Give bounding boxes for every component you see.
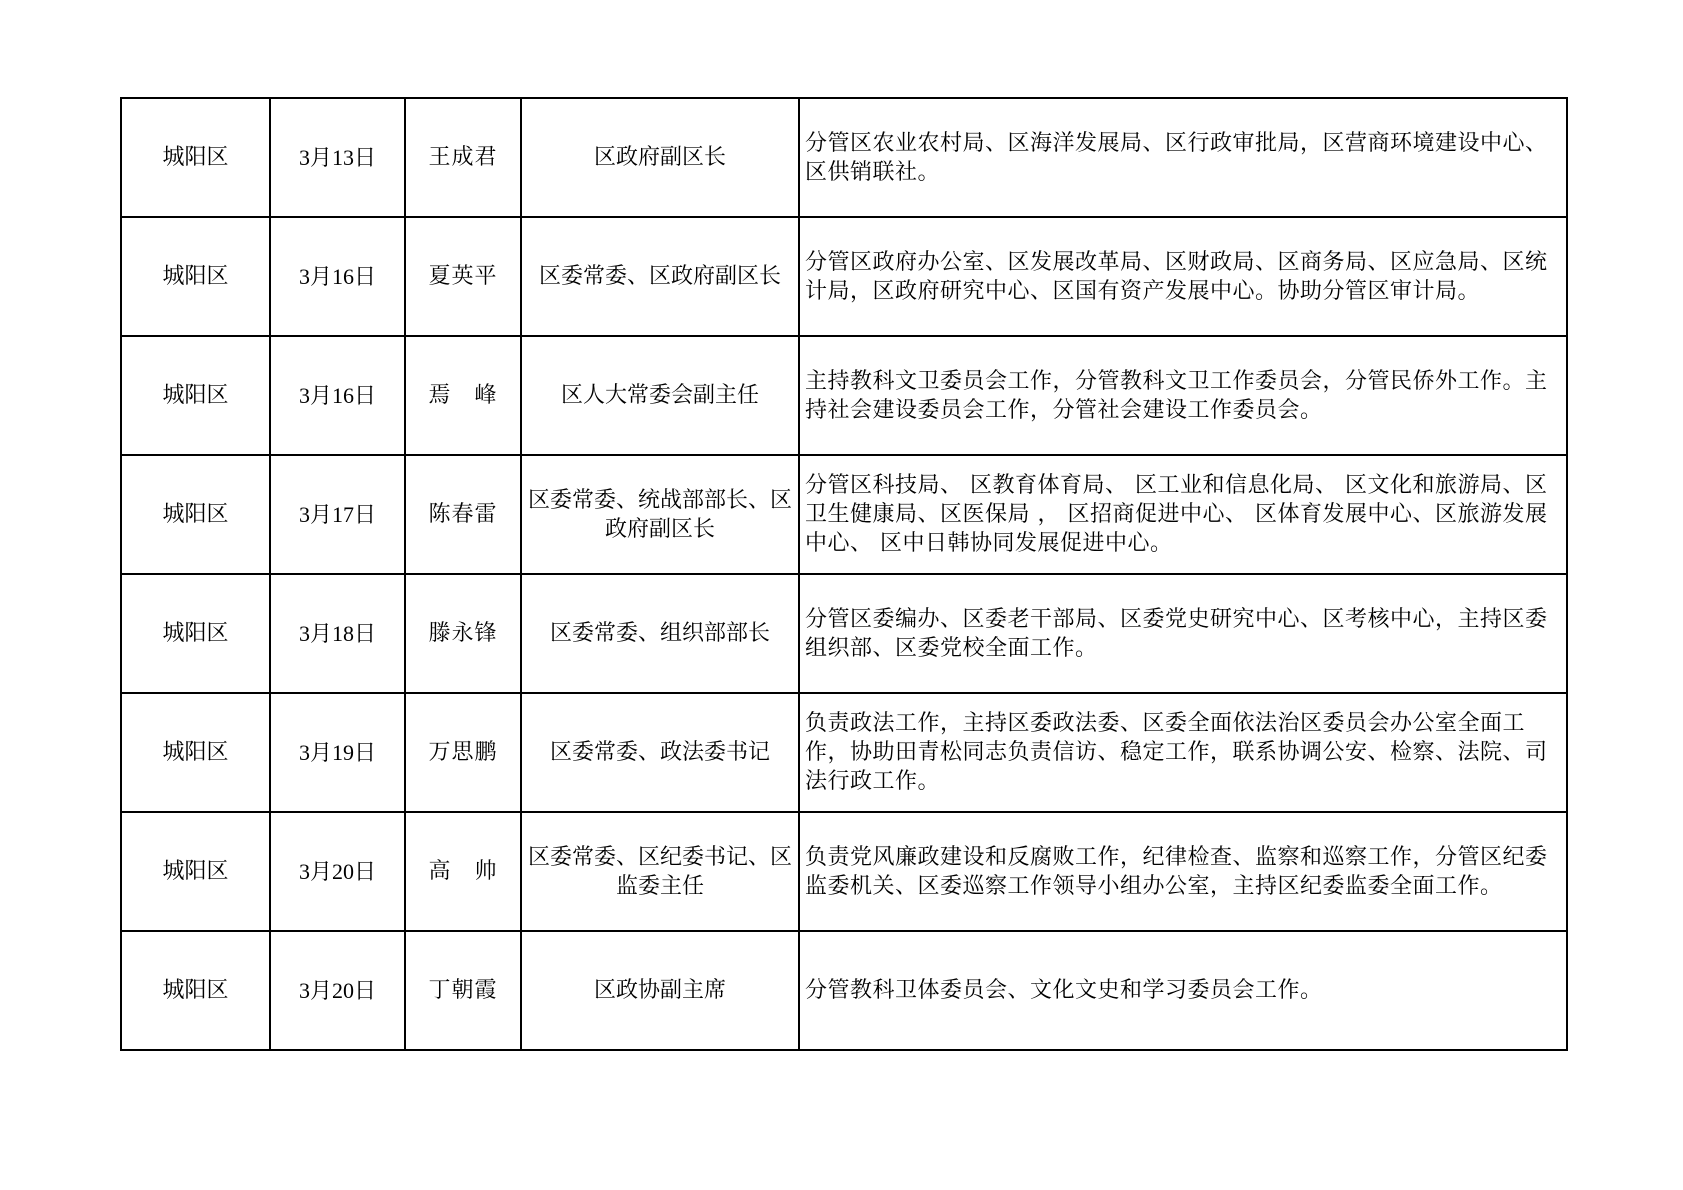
date-cell: 3月20日 — [270, 812, 405, 931]
district-cell: 城阳区 — [121, 98, 270, 217]
duties-cell: 分管区科技局、 区教育体育局、 区工业和信息化局、 区文化和旅游局、区卫生健康局、区医保局 ， 区招商促进中心、 区体育发展中心、区旅游发展中心、 区中日韩协同发展促进中心。 — [799, 455, 1567, 574]
table-row — [121, 812, 1567, 931]
name-cell: 高 帅 — [405, 812, 521, 931]
duties-cell: 负责政法工作，主持区委政法委、区委全面依法治区委员会办公室全面工作，协助田青松同志负责信访、稳定工作，联系协调公安、检察、法院、司法行政工作。 — [799, 693, 1567, 812]
district-cell: 城阳区 — [121, 217, 270, 336]
duties-cell: 分管区农业农村局、区海洋发展局、区行政审批局，区营商环境建设中心、区供销联社。 — [799, 98, 1567, 217]
table-row — [121, 98, 1567, 217]
table-row — [121, 574, 1567, 693]
table-row — [121, 931, 1567, 1050]
date-cell: 3月18日 — [270, 574, 405, 693]
position-cell: 区政府副区长 — [521, 98, 799, 217]
position-cell: 区委常委、区纪委书记、区监委主任 — [521, 812, 799, 931]
name-cell: 王成君 — [405, 98, 521, 217]
date-cell: 3月16日 — [270, 336, 405, 455]
table-row — [121, 217, 1567, 336]
district-cell: 城阳区 — [121, 812, 270, 931]
position-cell: 区委常委、区政府副区长 — [521, 217, 799, 336]
date-cell: 3月20日 — [270, 931, 405, 1050]
date-cell: 3月13日 — [270, 98, 405, 217]
date-cell: 3月17日 — [270, 455, 405, 574]
district-cell: 城阳区 — [121, 574, 270, 693]
position-cell: 区委常委、政法委书记 — [521, 693, 799, 812]
district-cell: 城阳区 — [121, 931, 270, 1050]
date-cell: 3月19日 — [270, 693, 405, 812]
position-cell: 区人大常委会副主任 — [521, 336, 799, 455]
table-row — [121, 455, 1567, 574]
position-cell: 区委常委、统战部部长、区政府副区长 — [521, 455, 799, 574]
district-cell: 城阳区 — [121, 336, 270, 455]
name-cell: 滕永锋 — [405, 574, 521, 693]
position-cell: 区委常委、组织部部长 — [521, 574, 799, 693]
district-cell: 城阳区 — [121, 693, 270, 812]
district-cell: 城阳区 — [121, 455, 270, 574]
name-cell: 焉 峰 — [405, 336, 521, 455]
duties-cell: 分管教科卫体委员会、文化文史和学习委员会工作。 — [799, 931, 1567, 1050]
duties-cell: 分管区委编办、区委老干部局、区委党史研究中心、区考核中心，主持区委组织部、区委党校全面工作。 — [799, 574, 1567, 693]
schedule-table — [120, 97, 1568, 1051]
table-row — [121, 336, 1567, 455]
duties-cell: 主持教科文卫委员会工作，分管教科文卫工作委员会，分管民侨外工作。主持社会建设委员会工作，分管社会建设工作委员会。 — [799, 336, 1567, 455]
duties-cell: 分管区政府办公室、区发展改革局、区财政局、区商务局、区应急局、区统计局，区政府研究中心、区国有资产发展中心。协助分管区审计局。 — [799, 217, 1567, 336]
duties-cell: 负责党风廉政建设和反腐败工作，纪律检查、监察和巡察工作，分管区纪委监委机关、区委巡察工作领导小组办公室，主持区纪委监委全面工作。 — [799, 812, 1567, 931]
name-cell: 万思鹏 — [405, 693, 521, 812]
name-cell: 夏英平 — [405, 217, 521, 336]
position-cell: 区政协副主席 — [521, 931, 799, 1050]
name-cell: 丁朝霞 — [405, 931, 521, 1050]
table-row — [121, 693, 1567, 812]
date-cell: 3月16日 — [270, 217, 405, 336]
name-cell: 陈春雷 — [405, 455, 521, 574]
